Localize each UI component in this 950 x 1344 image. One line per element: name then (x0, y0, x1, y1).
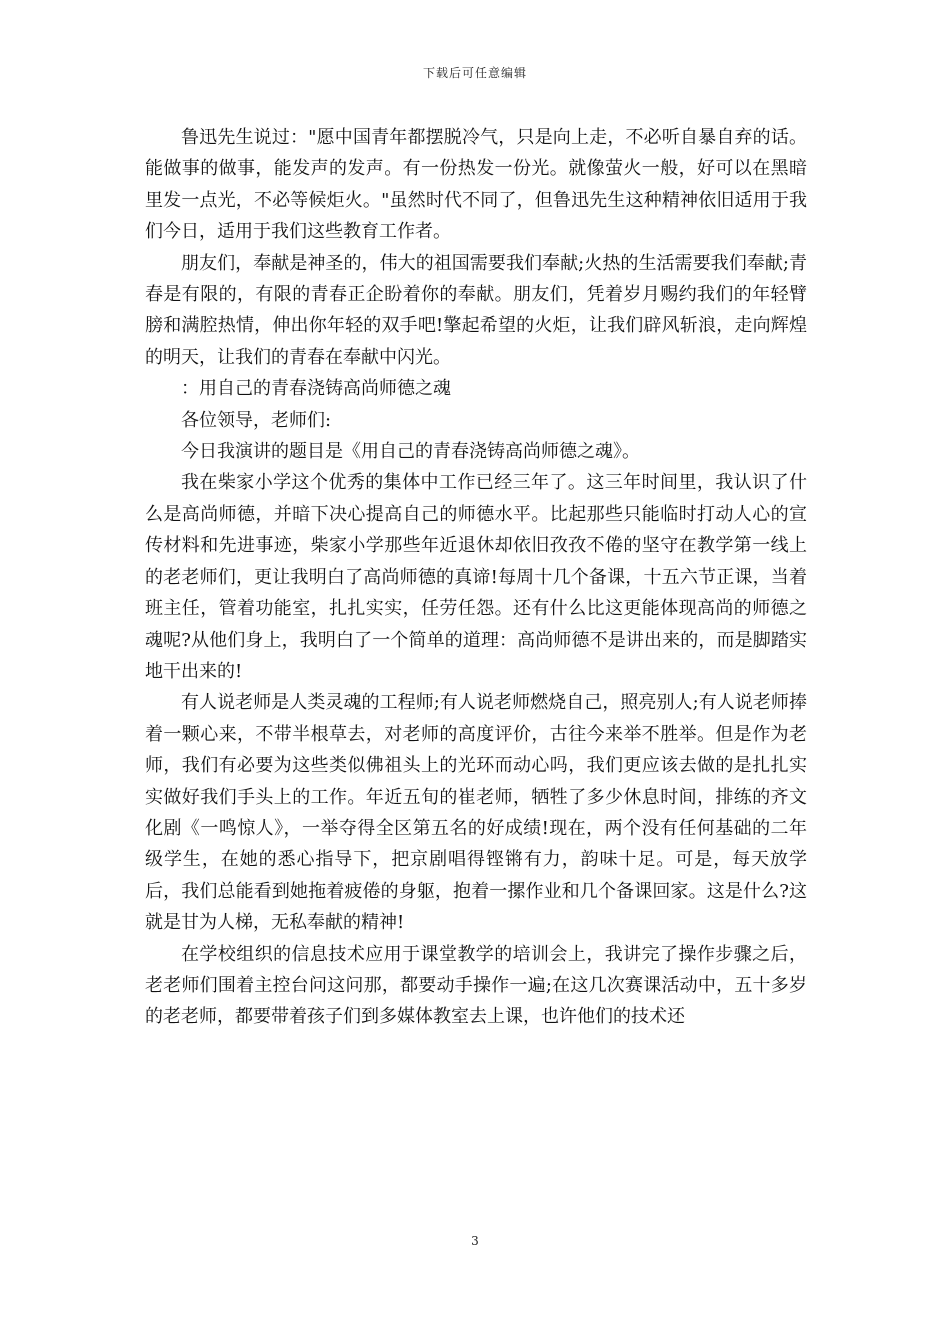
paragraph-3: ：用自己的青春浇铸高尚师德之魂 (181, 378, 451, 400)
document-body (145, 122, 807, 1033)
paragraph-1: 鲁迅先生说过："愿中国青年都摆脱冷气，只是向上走，不必听自暴自弃的话。能做事的做事，能发声的发声。有一份热发一份光。就像萤火一般，好可以在黑暗里发一点光，不必等候炬火。"虽然时代不同了，但鲁迅先生这种精神依旧适用于我们今日，适用于我们这些教育工作者。 (145, 127, 807, 243)
paragraph-6: 我在柴家小学这个优秀的集体中工作已经三年了。这三年时间里，我认识了什么是高尚师德，并暗下决心提高自己的师德水平。比起那些只能临时打动人心的宣传材料和先进事迹，柴家小学那些年近退休却依旧孜孜不倦的坚守在教学第一线上的老老师们，更让我明白了高尚师德的真谛!每周十几个备课，十五六节正课，当着班主任，管着功能室，扎扎实实，任劳任怨。还有什么比这更能体现高尚的师德之魂呢?从他们身上，我明白了一个简单的道理：高尚师德不是讲出来的，而是脚踏实地干出来的! (145, 472, 807, 682)
paragraph-8: 在学校组织的信息技术应用于课堂教学的培训会上，我讲完了操作步骤之后，老老师们围着主控台问这问那，都要动手操作一遍;在这几次赛课活动中，五十多岁的老老师，都要带着孩子们到多媒体教室去上课，也许他们的技术还 (145, 943, 807, 1028)
paragraph-5: 今日我演讲的题目是《用自己的青春浇铸高尚师德之魂》。 (181, 441, 640, 463)
page-header: 下载后可任意编辑 (422, 66, 527, 80)
paragraph-2: 朋友们，奉献是神圣的，伟大的祖国需要我们奉献;火热的生活需要我们奉献;青春是有限的，有限的青春正企盼着你的奉献。朋友们，凭着岁月赐约我们的年轻臂膀和满腔热情，伸出你年轻的双手吧!擎起希望的火炬，让我们辟风斩浪，走向辉煌的明天，让我们的青春在奉献中闪光。 (145, 252, 807, 368)
page-number: 3 (471, 1234, 479, 1248)
paragraph-4: 各位领导，老师们: (181, 409, 332, 431)
paragraph-7: 有人说老师是人类灵魂的工程师;有人说老师燃烧自己，照亮别人;有人说老师捧着一颗心来，不带半根草去，对老师的高度评价，古往今来举不胜举。但是作为老师，我们有必要为这些类似佛祖头上的光环而动心吗，我们更应该去做的是扎扎实实做好我们手头上的工作。年近五旬的崔老师，牺牲了多少休息时间，排练的齐文化剧《一鸣惊人》，一举夺得全区第五名的好成绩!现在，两个没有任何基础的二年级学生，在她的悉心指导下，把京剧唱得铿锵有力，韵味十足。可是，每天放学后，我们总能看到她拖着疲倦的身躯，抱着一摞作业和几个备课回家。这是什么?这就是甘为人梯，无私奉献的精神! (145, 692, 807, 934)
